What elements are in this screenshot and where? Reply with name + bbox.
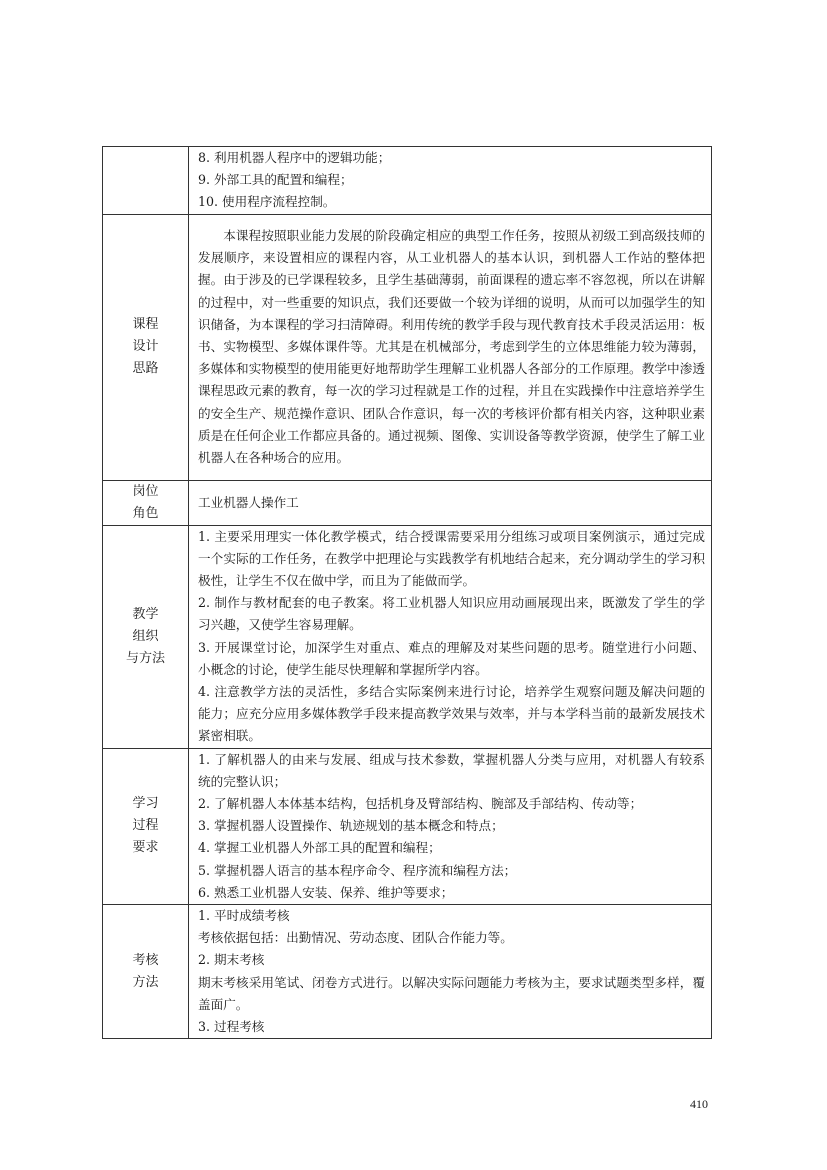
row-label-assessment: 考核 方法 (103, 905, 189, 1039)
row-label-course-design: 课程 设计 思路 (103, 214, 189, 480)
course-table (102, 146, 712, 1039)
list-item: 工业机器人操作工 (198, 494, 299, 510)
list-item: 1. 了解机器人的由来与发展、组成与技术参数，掌握机器人分类与应用，对机器人有较系统的完整认识； (198, 751, 705, 789)
row-label-job-role: 岗位 角色 (103, 480, 189, 525)
list-item: 1. 平时成绩考核 (198, 908, 290, 924)
paragraph: 本课程按照职业能力发展的阶段确定相应的典型工作任务，按照从初级工到高级技师的发展顺序，来设置相应的课程内容，从工业机器人的基本认识，到机器人工作站的整体把握。由于涉及的已学课程较多，且学生基础薄弱，前面课程的遗忘率不容忽视，所以在讲解的过程中，对一些重要的知识点，我们还要做一个较为详细的说明，从而可以加强学生的知识储备，为本课程的学习扫清障碍。利用传统的教学手段与现代教育技术手段灵活运用：板书、实物模型、多媒体课件等。尤其是在机械部分，考虑到学生的立体思维能力较为薄弱，多媒体和实物模型的使用能更好地帮助学生理解工业机器人各部分的工作原理。教学中渗透课程思政元素的教育，每一次的学习过程就是工作的过程，并且在实践操作中注意培养学生的安全生产、规范操作意识、团队合作意识，每一次的考核评价都有相关内容，这种职业素质是在任何企业工作都应具备的。通过视频、图像、实训设备等教学资源，使学生了解工业机器人在各种场合的应用。 (198, 227, 705, 466)
list-item: 3. 掌握机器人设置操作、轨迹规划的基本概念和特点； (198, 818, 504, 834)
page-number: 410 (690, 1097, 708, 1111)
row-label-teaching-methods: 教学 组织 与方法 (103, 525, 189, 748)
row-content-assessment (189, 905, 712, 1039)
list-item: 8. 利用机器人程序中的逻辑功能； (198, 150, 391, 165)
row-assessment (103, 905, 712, 1039)
list-item: 4. 注意教学方法的灵活性，多结合实际案例来进行讨论，培养学生观察问题及解决问题的能力；应充分应用多媒体教学手段来提高教学效果与效率，并与本学科当前的最新发展技术紧密相联。 (198, 684, 705, 744)
list-item: 3. 过程考核 (198, 1019, 265, 1035)
list-item: 2. 制作与教材配套的电子教案。将工业机器人知识应用动画展现出来，既激发了学生的学习兴趣，又使学生容易理解。 (198, 595, 705, 633)
row-content-teaching-methods (189, 525, 712, 748)
list-item: 9. 外部工具的配置和编程； (198, 172, 353, 188)
list-item: 10. 使用程序流程控制。 (198, 194, 336, 210)
row-continuation (103, 147, 712, 215)
list-item: 期末考核采用笔试、闭卷方式进行。以解决实际问题能力考核为主，要求试题类型多样，覆盖面广。 (198, 974, 705, 1012)
row-learning-requirements (103, 748, 712, 904)
list-item: 5. 掌握机器人语言的基本程序命令、程序流和编程方法； (198, 862, 517, 878)
list-item: 2. 了解机器人本体基本结构，包括机身及臂部结构、腕部及手部结构、传动等； (198, 796, 643, 812)
row-content-job-role (189, 480, 712, 525)
list-item: 3. 开展课堂讨论，加深学生对重点、难点的理解及对某些问题的思考。随堂进行小问题、小概念的讨论，使学生能尽快理解和掌握所学内容。 (198, 639, 705, 677)
list-item: 考核依据包括：出勤情况、劳动态度、团队合作能力等。 (198, 930, 513, 946)
row-content-learning-requirements (189, 748, 712, 904)
list-item: 4. 掌握工业机器人外部工具的配置和编程； (198, 840, 441, 856)
row-course-design (103, 214, 712, 480)
list-item: 2. 期末考核 (198, 952, 265, 968)
list-item: 6. 熟悉工业机器人安装、保养、维护等要求； (198, 884, 454, 900)
row-label-empty (103, 147, 189, 215)
row-content-course-design (189, 214, 712, 480)
row-content-continuation (189, 147, 712, 215)
list-item: 1. 主要采用理实一体化教学模式，结合授课需要采用分组练习或项目案例演示，通过完成一个实际的工作任务，在教学中把理论与实践教学有机地结合起来，充分调动学生的学习积极性，让学生不仅在做中学，而且为了能做而学。 (198, 528, 705, 589)
row-teaching-methods (103, 525, 712, 748)
row-label-learning-requirements: 学习 过程 要求 (103, 748, 189, 904)
row-job-role (103, 480, 712, 525)
